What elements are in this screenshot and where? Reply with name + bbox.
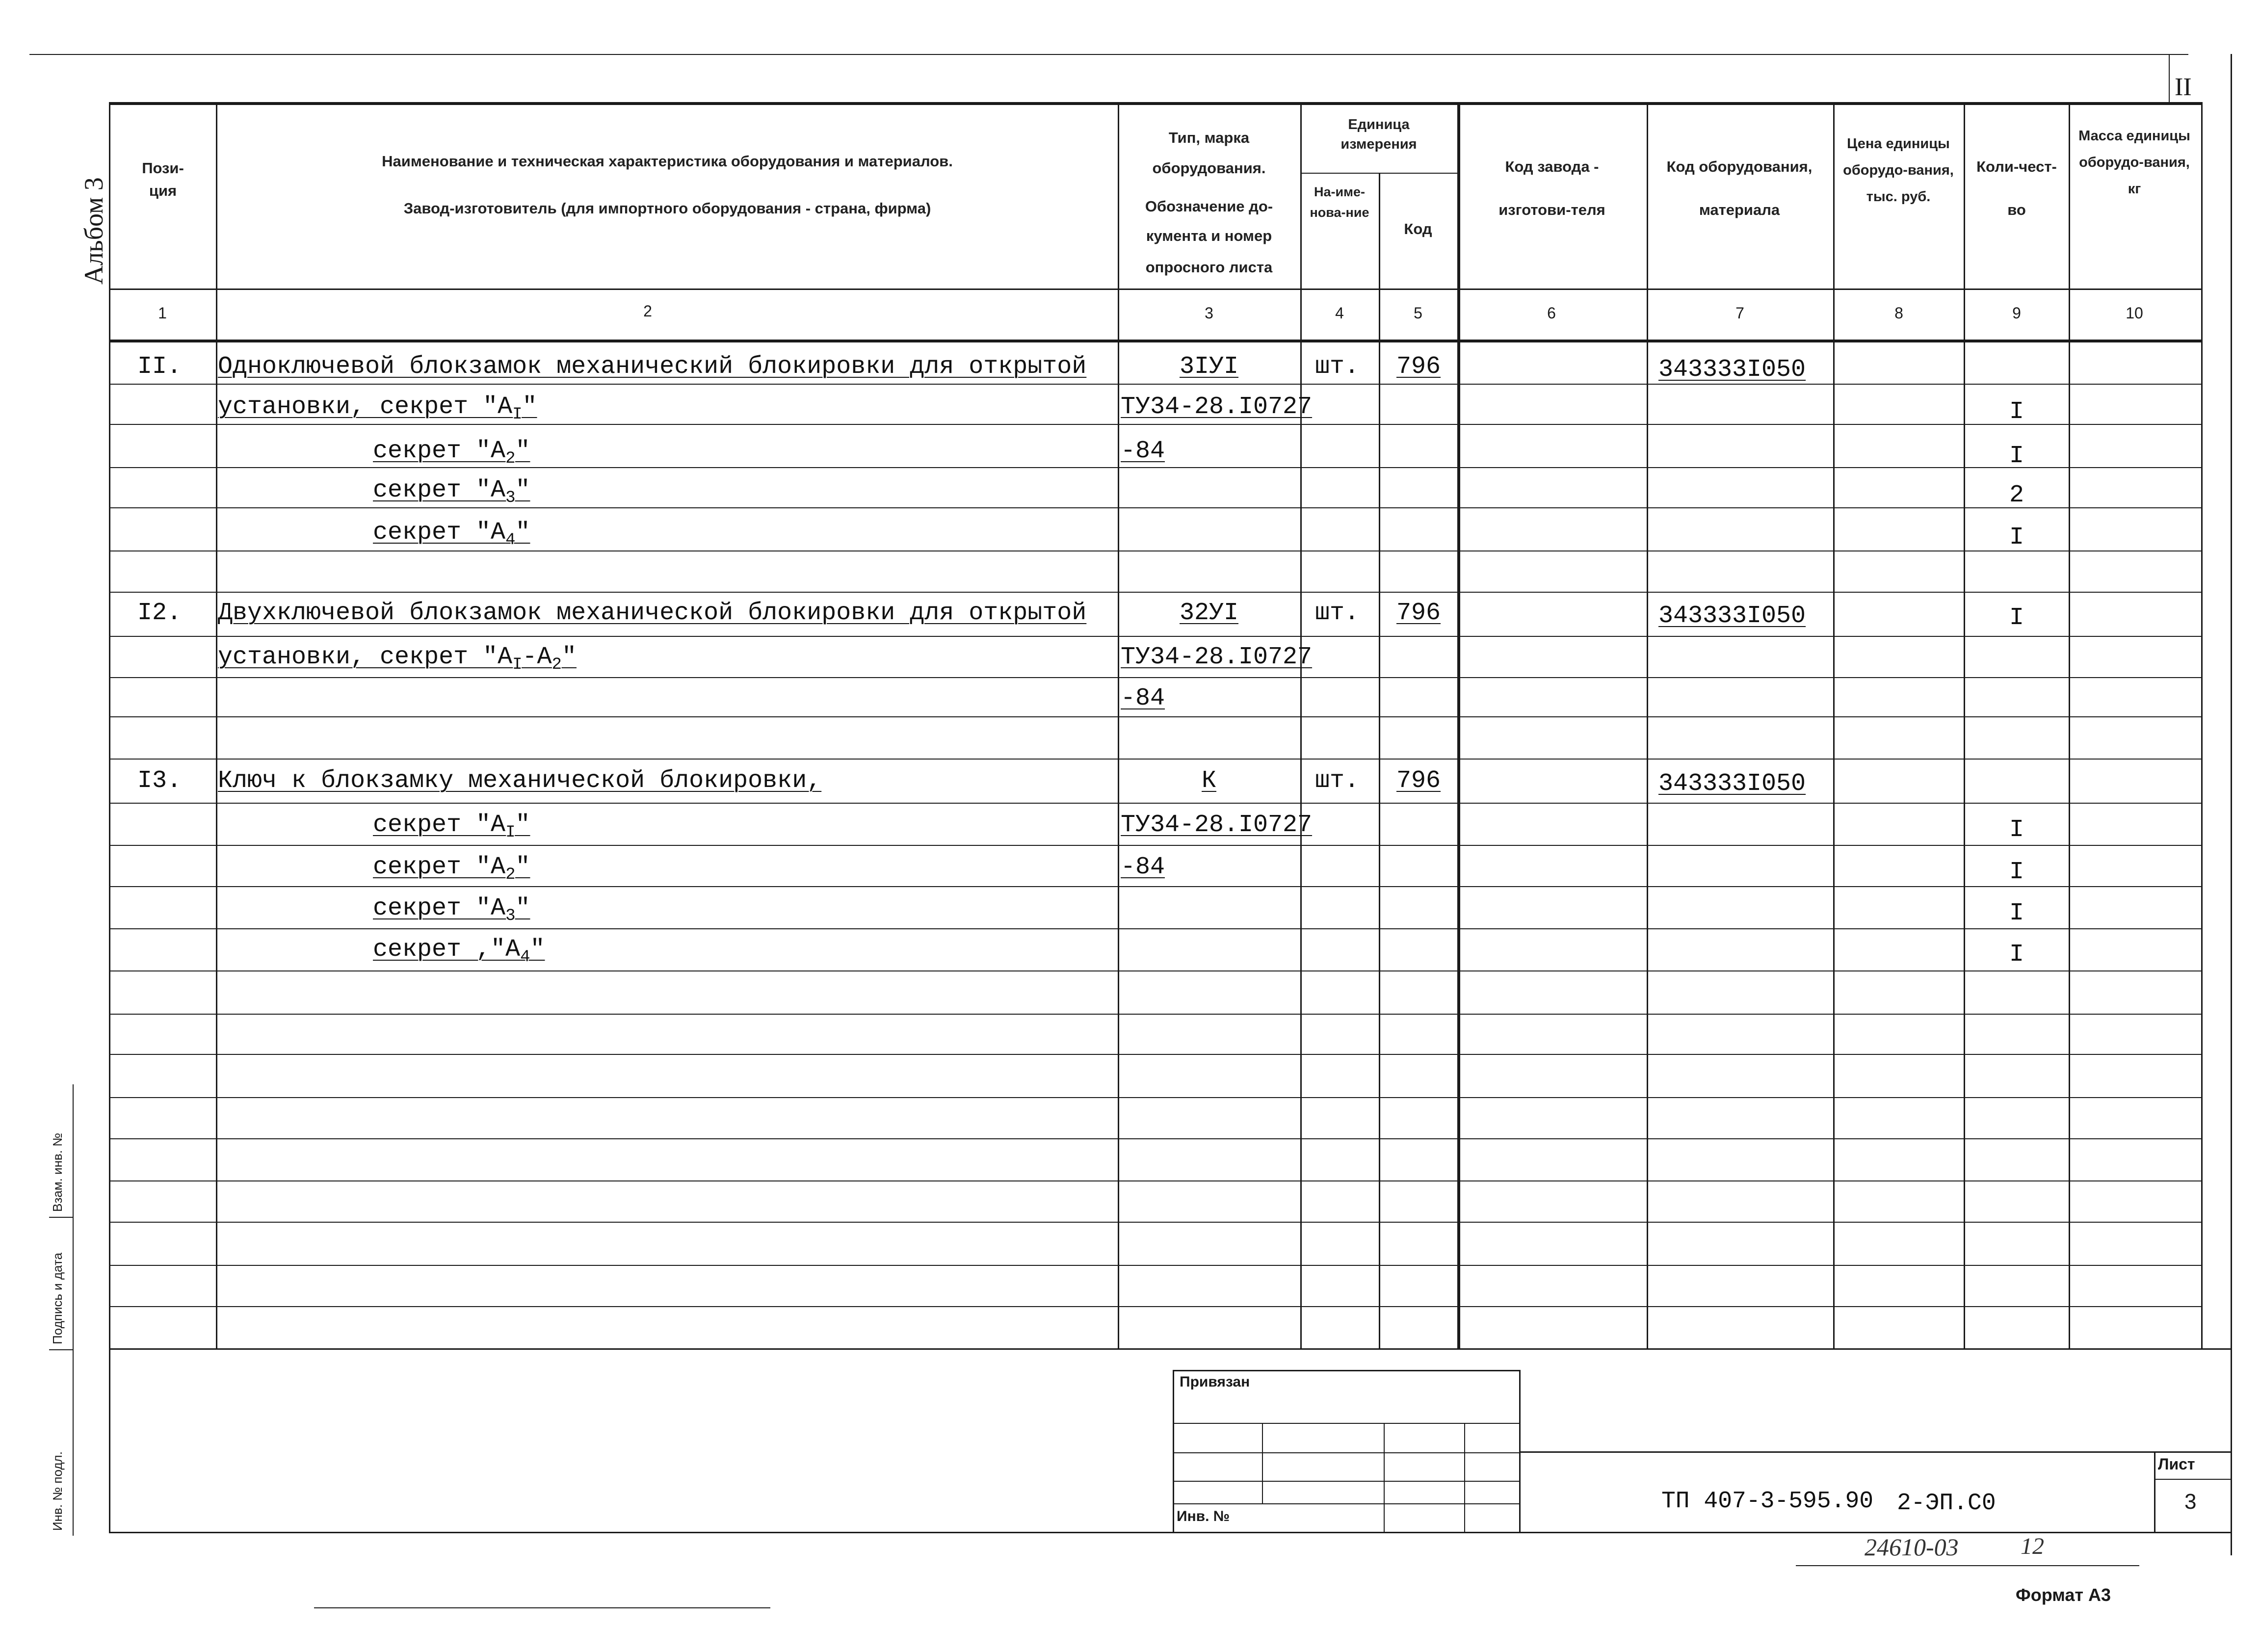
header-mass: Масса единицы оборудо-вания, кг [2078, 128, 2190, 197]
row-name: секрет "$A_2$" [373, 437, 530, 468]
handwritten-number-2: 12 [2021, 1533, 2044, 1559]
row-type: -84 [1121, 437, 1165, 465]
header-type-line5: опросного листа [1145, 259, 1273, 276]
row-quantity: I [2009, 524, 2024, 551]
col-num-5: 5 [1414, 304, 1422, 322]
sheet-label: Лист [2158, 1455, 2195, 1473]
stamp-field-3: Инв. № подл. [50, 1451, 65, 1531]
header-unit-code: Код [1404, 220, 1432, 237]
stamp-field-1: Взам. инв. № [50, 1132, 65, 1212]
row-equipment-code: 343333I050 [1658, 356, 1806, 384]
format-label: Формат А3 [2016, 1585, 2111, 1605]
header-unit-group: Единица измерения [1340, 117, 1417, 152]
bound-label: Привязан [1180, 1374, 1250, 1390]
row-equipment-code: 343333I050 [1658, 602, 1806, 630]
col-num-10: 10 [2126, 304, 2143, 322]
row-name: секрет "$A_I$" [373, 811, 530, 842]
row-name: секрет "$A_3$" [373, 476, 530, 507]
row-position: I3. [137, 767, 182, 795]
header-price: Цена единицы оборудо-вания, тыс. руб. [1843, 136, 1954, 205]
col-num-1: 1 [158, 304, 167, 322]
row-name: установки, секрет "$A_I-A_2$" [218, 643, 577, 674]
row-unit-name: шт. [1315, 599, 1360, 627]
row-quantity: I [2009, 899, 2024, 927]
row-quantity: I [2009, 442, 2024, 470]
col-num-3: 3 [1205, 304, 1213, 322]
row-unit-code: 796 [1396, 767, 1441, 795]
header-type-line1: Тип, марка [1168, 129, 1250, 146]
row-name: секрет "$A_2$" [373, 853, 530, 884]
header-name-line2: Завод-изготовитель (для импортного оборудования - страна, фирма) [403, 200, 931, 217]
row-quantity: I [2009, 858, 2024, 886]
row-quantity: 2 [2009, 481, 2024, 509]
row-name: секрет $,"A_4$" [373, 936, 545, 967]
header-name-line1: Наименование и техническая характеристика оборудования и материалов. [382, 153, 953, 170]
corner-sheet-number: II [2175, 73, 2192, 101]
header-type-line4: кумента и номер [1146, 227, 1272, 244]
row-name: Одноключевой блокзамок механический блокировки для открытой [218, 353, 1087, 381]
row-name: Двухключевой блокзамок механической блокировки для открытой [218, 599, 1087, 627]
header-factory-code: Код завода - изготови-теля [1498, 158, 1605, 218]
row-equipment-code: 343333I050 [1658, 770, 1806, 798]
document-code: ТП 407-3-595.90 [1661, 1488, 1874, 1515]
col-num-6: 6 [1547, 304, 1556, 322]
row-type: 3IУI [1179, 353, 1239, 381]
row-quantity: I [2009, 941, 2024, 969]
row-type: -84 [1121, 684, 1165, 712]
col-num-4: 4 [1335, 304, 1344, 322]
row-unit-name: шт. [1315, 353, 1360, 381]
col-num-2: 2 [643, 302, 652, 320]
header-unit-name: На-име-нова-ние [1310, 184, 1369, 220]
header-type-line2: оборудования. [1152, 159, 1266, 177]
stamp-field-2: Подпись и дата [50, 1252, 65, 1344]
row-name: секрет "$A_4$" [373, 519, 530, 550]
header-equipment-code: Код оборудования, материала [1666, 158, 1813, 218]
row-quantity: I [2009, 604, 2024, 632]
header-position: Пози-ция [142, 159, 184, 199]
col-num-7: 7 [1735, 304, 1744, 322]
col-num-8: 8 [1894, 304, 1903, 322]
row-type: 32УI [1179, 599, 1239, 627]
inv-label: Инв. № [1177, 1508, 1230, 1524]
row-name: секрет "$A_3$" [373, 894, 530, 925]
handwritten-number: 24610-03 [1865, 1533, 1959, 1561]
header-quantity: Коли-чест-во [1976, 158, 2057, 218]
row-unit-code: 796 [1396, 599, 1441, 627]
row-unit-code: 796 [1396, 353, 1441, 381]
row-type: ТУ34-28.I0727 [1121, 393, 1313, 421]
album-label: Альбом 3 [79, 177, 108, 285]
row-quantity: I [2009, 816, 2024, 844]
row-type: ТУ34-28.I0727 [1121, 643, 1313, 671]
row-name: Ключ к блокзамку механической блокировки, [218, 767, 822, 795]
row-type: -84 [1121, 853, 1165, 881]
document-suffix: 2-ЭП.С0 [1897, 1490, 1996, 1517]
col-num-9: 9 [2012, 304, 2021, 322]
side-stamp [49, 1084, 108, 1536]
row-type: К [1201, 767, 1216, 795]
header-type-line3: Обозначение до- [1145, 198, 1273, 215]
row-position: II. [137, 353, 182, 381]
row-unit-name: шт. [1315, 767, 1360, 795]
row-position: I2. [137, 599, 182, 627]
row-type: ТУ34-28.I0727 [1121, 811, 1313, 839]
row-quantity: I [2009, 398, 2024, 426]
row-name: установки, секрет "$A_I$" [218, 393, 537, 424]
sheet-number: 3 [2184, 1490, 2197, 1514]
